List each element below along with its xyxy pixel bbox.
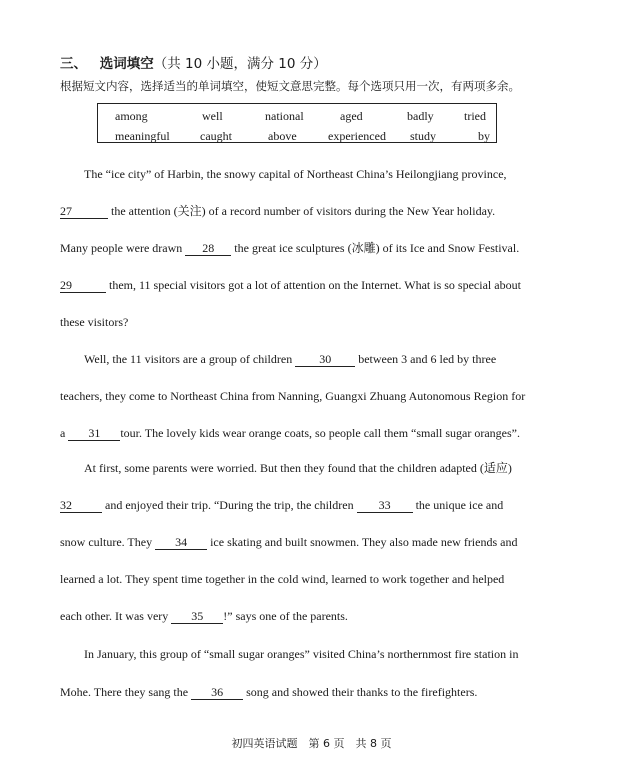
passage-line — [60, 389, 525, 403]
word-option: experienced — [328, 129, 386, 143]
word-box — [97, 103, 497, 143]
passage-text: the great ice sculptures (冰雕) of its Ice and Snow Festival. — [231, 241, 520, 255]
passage-text: Well, the 11 visitors are a group of children — [84, 352, 296, 366]
blank-36[interactable]: 36 — [191, 686, 243, 700]
passage-text: snow culture. They — [60, 535, 156, 549]
word-option: caught — [200, 129, 232, 143]
passage-text: teachers, they come to Northeast China from Nanning, Guangxi Zhuang Autonomous Region for — [60, 389, 526, 403]
passage-text: tour. The lovely kids wear orange coats, so people call them “small sugar oranges”. — [120, 426, 520, 440]
passage-text: The “ice city” of Harbin, the snowy capital of Northeast China’s Heilongjiang province, — [84, 167, 507, 181]
passage-text: these visitors? — [60, 315, 129, 329]
passage-line — [60, 609, 348, 624]
passage-text: between 3 and 6 led by three — [355, 352, 497, 366]
passage-text: Many people were drawn — [60, 241, 186, 255]
word-option: aged — [340, 109, 363, 123]
passage-text: the unique ice and — [412, 498, 504, 512]
passage-text: !” says one of the parents. — [223, 609, 348, 623]
passage-text: and enjoyed their trip. “During the trip, the children — [102, 498, 357, 512]
passage-line — [60, 315, 128, 329]
passage-text: In January, this group of “small sugar oranges” visited China’s northernmost fire station in — [84, 647, 519, 661]
instructions: 根据短文内容，选择适当的单词填空，使短文意思完整。每个选项只用一次，有两项多余。 — [60, 79, 520, 93]
word-option: badly — [407, 109, 434, 123]
blank-30[interactable]: 30 — [295, 353, 355, 367]
passage-text: them, 11 special visitors got a lot of attention on the Internet. What is so special about — [106, 278, 521, 292]
word-option: by — [478, 129, 490, 143]
passage-text: ice skating and built snowmen. They also made new friends and — [207, 535, 518, 549]
passage-text: At first, some parents were worried. But then they found that the children adapted (适应) — [84, 461, 512, 475]
passage-line — [60, 498, 503, 513]
blank-35[interactable]: 35 — [171, 610, 223, 624]
section-number: 三、 — [60, 56, 87, 72]
page-footer: 初四英语试题 第 6 页 共 8 页 — [231, 737, 392, 750]
word-option: well — [202, 109, 223, 123]
passage-text: Mohe. There they sang the — [60, 685, 192, 699]
section-name: 选词填空 — [99, 56, 154, 72]
blank-29[interactable]: 29 — [60, 279, 106, 293]
passage-line — [60, 241, 519, 256]
passage-line — [84, 647, 518, 661]
passage-text: each other. It was very — [60, 609, 172, 623]
word-option: among — [115, 109, 148, 123]
passage-line — [60, 278, 521, 293]
blank-27[interactable]: 27 — [60, 205, 108, 219]
passage-line — [60, 535, 517, 550]
blank-33[interactable]: 33 — [357, 499, 413, 513]
passage-text: learned a lot. They spent time together in the cold wind, learned to work together and helped — [60, 572, 505, 586]
blank-32[interactable]: 32 — [60, 499, 102, 513]
passage-text: the attention (关注) of a record number of visitors during the New Year holiday. — [108, 204, 496, 218]
passage-line — [60, 685, 477, 700]
blank-31[interactable]: 31 — [68, 427, 120, 441]
section-title — [60, 52, 327, 72]
word-option: study — [410, 129, 437, 143]
word-option: above — [268, 129, 297, 143]
passage-text: song and showed their thanks to the firefighters. — [243, 685, 478, 699]
word-option: meaningful — [115, 129, 170, 143]
word-option: national — [265, 109, 304, 123]
passage-line — [84, 461, 512, 475]
passage-line — [60, 572, 504, 586]
section-note: （共 10 小题，满分 10 分） — [153, 56, 327, 72]
passage-line — [60, 204, 495, 219]
passage-line — [84, 352, 496, 367]
blank-28[interactable]: 28 — [185, 242, 231, 256]
passage-line — [60, 426, 520, 441]
passage-text: a — [60, 426, 69, 440]
blank-34[interactable]: 34 — [155, 536, 207, 550]
word-option: tried — [464, 109, 486, 123]
passage-line — [84, 167, 507, 181]
